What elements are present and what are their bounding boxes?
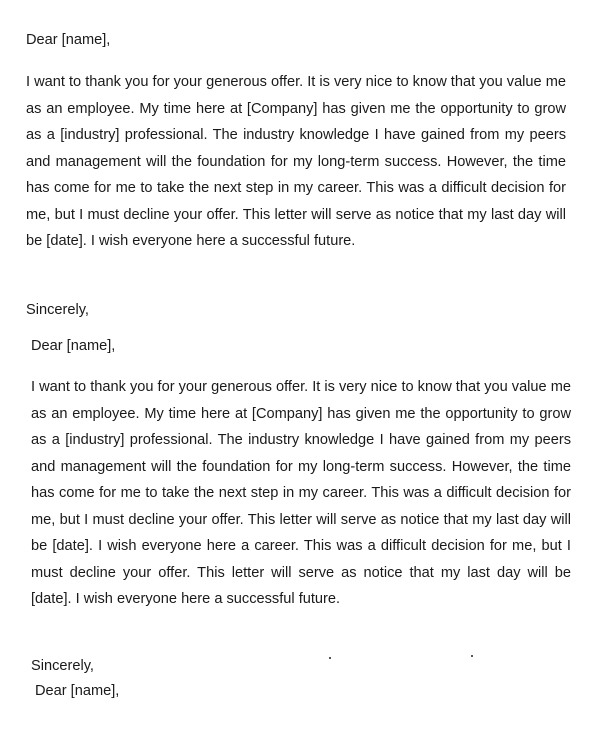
closing-2: Sincerely, [31,658,94,674]
scan-speck [471,655,473,657]
letter-body-2: I want to thank you for your generous offer. It is very nice to know that you value me as an employee. My time here at [Company] has given me the opportunity to grow as a [industry] professional. The industry knowledge I have gained from my peers and management will the foundation for my long-term success. However, the time has come for me to take the next step in my career. This was a difficult decision for me, but I must decline your offer. This letter will serve as notice that my last day will be [date]. I wish everyone here a career. This was a difficult decision for me, but I must decline your offer. This letter will serve as notice that my last day will be [date]. I wish everyone here a successful future. [31,379,571,607]
closing-1: Sincerely, [26,302,89,318]
letter-body-1: I want to thank you for your generous offer. It is very nice to know that you value me as an employee. My time here at [Company] has given me the opportunity to grow as a [industry] professional. The industry knowledge I have gained from my peers and management will the foundation for my long-term success. However, the time has come for me to take the next step in my career. This was a difficult decision for me, but I must decline your offer. This letter will serve as notice that my last day will be [date]. I wish everyone here a successful future. [26,74,566,249]
salutation-2: Dear [name], [31,338,116,354]
salutation-1: Dear [name], [26,32,111,48]
salutation-3: Dear [name], [35,683,120,699]
scan-speck [329,657,331,659]
